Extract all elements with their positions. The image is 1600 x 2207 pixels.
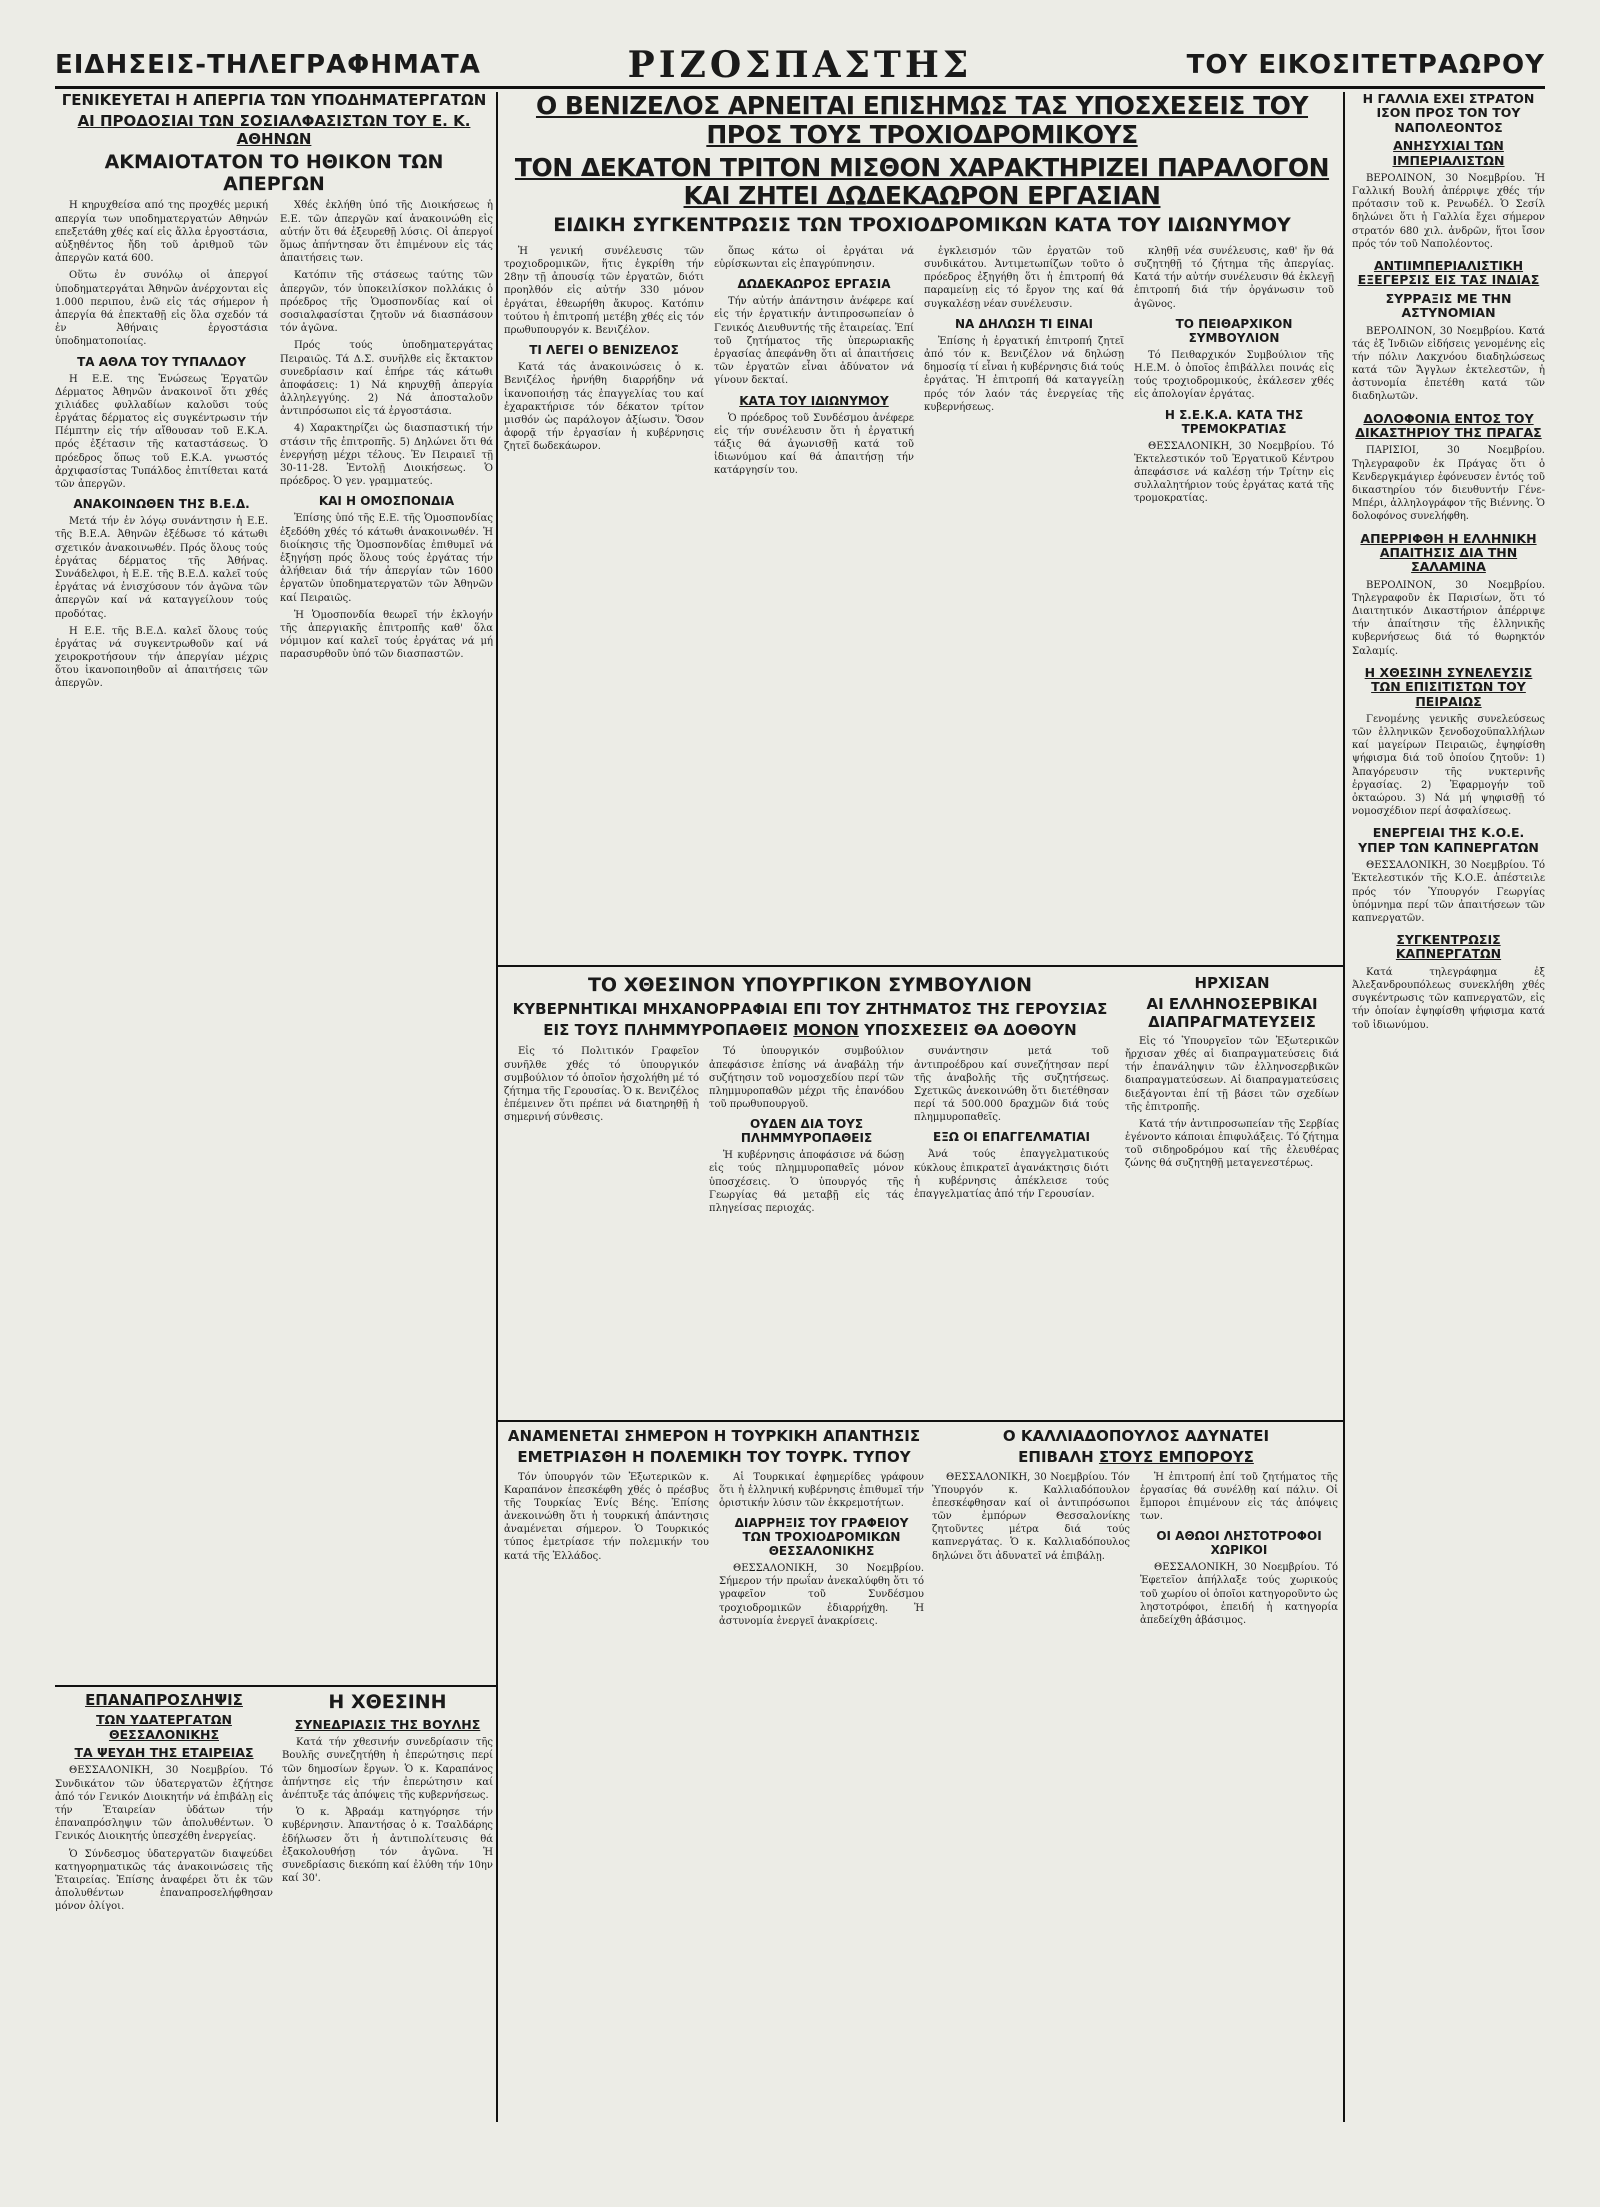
paragraph: ΒΕΡΟΛΙΝΟΝ, 30 Νοεμβρίου. Κατά τάς ἐξ Ἰνδιῶν εἰδήσεις γενομένης εἰς τήν πόλιν Λακχνόου διαδηλώσεως κατά τῶν Ἄγγλων ἐκτελεστῶν, ἡ ἀστυνομία ἐπετέθη κατά τῶν διαδηλωτῶν. [1352,325,1545,403]
article-kalliadopoulos [932,1428,1340,2122]
paragraph: ἐγκλεισμόν τῶν ἐργατῶν τοῦ συνδικάτου. Ἀντιμετωπίζων τοῦτο ὁ πρόεδρος ἐξηγήθη ὅτι ἡ ἐπιτροπή θά παραμείνῃ εἰς τό ἔργον της καί θά συγκαλέσῃ νέαν συνέλευσιν. [924,245,1124,310]
headline: ΚΥΒΕΡΝΗΤΙΚΑΙ ΜΗΧΑΝΟΡΡΑΦΙΑΙ ΕΠΙ ΤΟΥ ΖΗΤΗΜΑΤΟΣ ΤΗΣ ΓΕΡΟΥΣΙΑΣ [512,999,1108,1018]
paragraph: ΠΑΡΙΣΙΟΙ, 30 Νοεμβρίου. Τηλεγραφοῦν ἐκ Πράγας ὅτι ὁ Κενδεργκμάγιερ ἐφόνευσεν ἐντός τοῦ δικαστηρίου τόν διευθυντήν Γένε-Μπέρι, ἀλληλογράφον τῆς Βιέννης. Ὁ δολοφόνος συνελήφθη. [1352,445,1545,523]
paragraph: Ἡ κυβέρνησις ἀποφάσισε νά δώσῃ εἰς τούς πλημμυροπαθεῖς μόνον ὑποσχέσεις. Ὁ ὑπουργός τῆς Γεωργίας θά μεταβῇ εἰς τάς πληγείσας περιοχάς. [709,1150,904,1215]
subheading: ΔΩΔΕΚΑΩΡΟΣ ΕΡΓΑΣΙΑ [737,277,891,292]
paragraph: Ἡ ἐπιτροπή ἐπί τοῦ ζητήματος τῆς ἐργασίας θά συνέλθῃ καί πάλιν. Οἱ ἔμποροι ἐπιμένουν εἰς τάς ἀπόψεις των. [1140,1471,1338,1523]
horizontal-rule [55,1685,496,1687]
paragraph: Η Ε.Ε. της Ἑνώσεως Ἐργατῶν Δέρματος Ἀθηνῶν ἀνακοινοῖ ὅτι χθές χιλιάδες φυλλαδίων καλοῦσι τούς ἐργάτας δέρματος εἰς συγκέντρωσιν τήν Πέμπτην εἰς τήν αἴθουσαν τοῦ Ε.Κ.Α. πρός ἐξέτασιν τῆς καταστάσεως. Ὁ πρόεδρος ὅπως τοῦ Ε.Κ.Α. γνωστός ἀρχιφασίστας Τυπάλδος ἐπιτίθεται κατά τῶν ἀπεργῶν. [55,373,268,490]
column-rule [1343,92,1345,2122]
article-parliament [282,1692,493,2122]
paragraph: Αἱ Τουρκικαί ἐφημερίδες γράφουν ὅτι ἡ ἑλληνική κυβέρνησις ἐπιθυμεῖ τήν ὁριστικήν λύσιν τῶν ἐκκρεμοτήτων. [719,1471,924,1509]
headline: ΑΚΜΑΙΟΤΑΤΟΝ ΤΟ ΗΘΙΚΟΝ ΤΩΝ ΑΠΕΡΓΩΝ [104,150,444,195]
paragraph: Γενομένης γενικῆς συνελεύσεως τῶν ἑλληνικῶν ξενοδοχοϋπαλλήλων καί μαγείρων Πειραιῶς, ἐψηφίσθη ψήφισμα διά τοῦ ὁποίου ζητοῦν: 1) Ἀπαγόρευσιν τῆς νυκτερινῆς ἐργασίας. 2) Ἐφαρμογήν τοῦ ὀκταώρου. 3) Νά μή ψηφισθῇ τό νομοσχέδιον περί ἀσφαλίσεως. [1352,713,1545,818]
headline [932,1449,1340,1466]
subheading: ΚΑΙ Η ΟΜΟΣΠΟΝΔΙΑ [318,494,455,509]
headline: Ο ΚΑΛΛΙΑΔΟΠΟΥΛΟΣ ΑΔΥΝΑΤΕΙ [1002,1428,1270,1445]
paragraph: ΒΕΡΟΛΙΝΟΝ, 30 Νοεμβρίου. Ἡ Γαλλική Βουλή ἀπέρριψε χθές τήν πρότασιν τοῦ κ. Ρενωδέλ. Ὁ Σεσίλ δηλώνει ὅτι ἡ Γαλλία ἔχει σήμερον στρατόν 680 χιλ. ἀνδρῶν, ἥτοι ἴσον πρός τόν τοῦ Ναπολέοντος. [1352,172,1545,250]
subheading: Η Σ.Ε.Κ.Α. ΚΑΤΑ ΤΗΣ ΤΡΕΜΟΚΡΑΤΙΑΣ [1164,407,1304,436]
headline: ΕΝΕΡΓΕΙΑΙ ΤΗΣ Κ.Ο.Ε. ΥΠΕΡ ΤΩΝ ΚΑΠΝΕΡΓΑΤΩΝ [1358,825,1539,855]
headline [504,1022,1116,1039]
headline: ΑΙ ΕΛΛΗΝΟΣΕΡΒΙΚΑΙ ΔΙΑΠΡΑΓΜΑΤΕΥΣΕΙΣ [1146,995,1318,1031]
headline: ΣΥΡΡΑΞΙΣ ΜΕ ΤΗΝ ΑΣΤΥΝΟΜΙΑΝ [1385,290,1512,321]
headline: ΤΑ ΨΕΥΔΗ ΤΗΣ ΕΤΑΙΡΕΙΑΣ [74,1745,254,1760]
masthead [55,40,1545,89]
headline: Η ΓΑΛΛΙΑ ΕΧΕΙ ΣΤΡΑΤΟΝ ΙΣΟΝ ΠΡΟΣ ΤΟΝ ΤΟΥ ΝΑΠΟΛΕΟΝΤΟΣ [1362,92,1535,135]
headline: Η ΧΘΕΣΙΝΗ [328,1692,447,1713]
section-label-right: ΤΟΥ ΕΙΚΟΣΙΤΕΤΡΑΩΡΟΥ [1186,50,1545,80]
headline-part: ΕΠΙΒΑΛΗ [1018,1448,1099,1467]
paragraph: Κατόπιν τῆς στάσεως ταύτης τῶν ἀπεργῶν, τόν ὑποκειλίσκον πολλάκις ὁ πρόεδρος τῆς Ὁμοσπονδίας καί οἱ σοσιαλφασίσται ζητοῦν νά διασπάσουν τόν ἀγῶνα. [280,270,493,335]
paragraph: ΘΕΣΣΑΛΟΝΙΚΗ, 30 Νοεμβρίου. Σήμερον τήν πρωΐαν ἀνεκαλύφθη ὅτι τό γραφεῖον τοῦ Συνδέσμου τροχιοδρομικῶν ἐδιαρρήχθη. Ἡ ἀστυνομία ἐνεργεῖ ἀνακρίσεις. [719,1563,924,1627]
paragraph: Κατά τηλεγράφημα ἐξ Ἀλεξανδρουπόλεως συνεκλήθη χθές συγκέντρωσις τῶν καπνεργατῶν, εἰς τήν ὁποίαν ἐψηφίσθη ψήφισμα κατά τοῦ ἰδιωνύμου. [1352,966,1545,1031]
article-cabinet-council [504,975,1116,1415]
paragraph: Ὁ Σύνδεσμος ὑδατεργατῶν διαψεύδει κατηγορηματικῶς τάς ἀνακοινώσεις τῆς Ἑταιρείας. Ἐπίσης ἀναφέρει ὅτι ἐκ τῶν ἀπολυθέντων ἐπαναπροσελήφθησαν μόνον ὀλίγοι. [55,1848,273,1913]
subheading: ΤΙ ΛΕΓΕΙ Ο ΒΕΝΙΖΕΛΟΣ [529,343,679,358]
paragraph: ΘΕΣΣΑΛΟΝΙΚΗ, 30 Νοεμβρίου. Τό Ἐκτελεστικόν τῆς Κ.Ο.Ε. ἀπέστειλε πρός τόν Ὑπουργόν Γεωργίας ὑπόμνημα περί τῶν ἀπαιτήσεων τῶν καπνεργατῶν. [1352,860,1545,924]
headline-part: ΣΤΟΥΣ ΕΜΠΟΡΟΥΣ [1098,1448,1254,1467]
headline-part: ΜΟΝΟΝ [793,1021,859,1040]
headline: ΕΜΕΤΡΙΑΣΘΗ Η ΠΟΛΕΜΙΚΗ ΤΟΥ ΤΟΥΡΚ. ΤΥΠΟΥ [517,1448,911,1467]
headline: ΑΠΕΡΡΙΦΘΗ Η ΕΛΛΗΝΙΚΗ ΑΠΑΙΤΗΣΙΣ ΔΙΑ ΤΗΝ ΣΑΛΑΜΙΝΑ [1360,530,1537,575]
paragraph: Ὁ πρόεδρος τοῦ Συνδέσμου ἀνέφερε εἰς τήν συνέλευσιν ὅτι ἡ ἐργατική τάξις θά ἀγωνισθῇ κατά τοῦ ἰδιωνύμου καί θά ἀπαιτήσῃ τήν κατάργησίν του. [714,412,914,477]
paragraph: ΒΕΡΟΛΙΝΟΝ, 30 Νοεμβρίου. Τηλεγραφοῦν ἐκ Παρισίων, ὅτι τό Διαιτητικόν Δικαστήριον ἀπέρριψε τήν ἀπαίτησιν τῆς ἑλληνικῆς κυβερνήσεως διά τό θωρηκτόν Σαλαμίς. [1352,579,1545,657]
paragraph: Ἐπίσης ἡ ἐργατική ἐπιτροπή ζητεῖ ἀπό τόν κ. Βενιζέλον νά δηλώσῃ δημοσίᾳ τί εἶναι ἡ κυβέρνησις διά τούς ἐργάτας. Ἡ ἐπιτροπή θά καταγγείλῃ πρός τόν λαόν τάς ἐνεργείας τῆς κυβερνήσεως. [924,335,1124,413]
paragraph: ΘΕΣΣΑΛΟΝΙΚΗ, 30 Νοεμβρίου. Τό Ἐκτελεστικόν τοῦ Ἐργατικοῦ Κέντρου ἀπεφάσισε νά καλέσῃ τήν Τρίτην εἰς συλλαλητήριον τούς ἐργάτας κατά τῆς τρομοκρατίας. [1134,440,1334,505]
paragraph: ὅπως κάτω οἱ ἐργάται νά εὑρίσκωνται εἰς ἐπαγρύπνησιν. [714,245,914,271]
paragraph: Η κηρυχθείσα από της προχθές μερική απεργία των υποδηματεργατών Αθηνών επεξετάθη χθές καί εἰς ἄλλα ἐργοστάσια, αὐξηθέντος ἤδη τοῦ ἀριθμοῦ τῶν ἀπεργῶν κατά 600. [55,200,268,265]
right-column-news [1352,92,1545,2122]
horizontal-rule [498,1420,1343,1422]
subheading: ΑΝΑΚΟΙΝΩΘΕΝ ΤΗΣ Β.Ε.Δ. [73,497,250,512]
headline: ΑΝΤΙΙΜΠΕΡΙΑΛΙΣΤΙΚΗ ΕΞΕΓΕΡΣΙΣ ΕΙΣ ΤΑΣ ΙΝΔΙΑΣ [1357,258,1540,288]
paragraph: ΘΕΣΣΑΛΟΝΙΚΗ, 30 Νοεμβρίου. Τό Συνδικάτον τῶν ὑδατεργατῶν ἐζήτησε ἀπό τόν Γενικόν Διοικητήν νά ἐπιβάλῃ εἰς τήν Ἑταιρείαν ὑδάτων τήν ἐπαναπρόσληψιν τῶν ἀπολυθέντων. Ὁ Γενικός Διοικητής ὑπεσχέθη ἐνεργείας. [55,1765,273,1843]
subheading: ΤΟ ΠΕΙΘΑΡΧΙΚΟΝ ΣΥΜΒΟΥΛΙΟΝ [1175,316,1293,345]
article-greek-serbian-talks [1125,975,1339,1415]
subheading: ΔΙΑΡΡΗΞΙΣ ΤΟΥ ΓΡΑΦΕΙΟΥ ΤΩΝ ΤΡΟΧΙΟΔΡΟΜΙΚΩΝ ΘΕΣΣΑΛΟΝΙΚΗΣ [734,1516,909,1559]
paragraph: Ἡ Ὁμοσπονδία θεωρεῖ τήν ἐκλογήν τῆς ἀπεργιακῆς ἐπιτροπῆς καθ' ὅλα νόμιμον καί καλεῖ τούς ἐργάτας νά μή παρασυρθοῦν ὑπό τῶν διασπαστῶν. [280,609,493,661]
paragraph: Κατά τάς ἀνακοινώσεις ὁ κ. Βενιζέλος ἠρνήθη διαρρήδην νά ἱκανοποιήσῃ τάς ἐπαγγελίας του καί ἐχαρακτήρισε τόν δέκατον τρίτον μισθόν ὡς παράλογον ἀξίωσιν. Ὅσον ἀφορᾷ τήν ἐργασίαν ἡ κυβέρνησις ζητεῖ δωδεκάωρον. [504,362,704,453]
paragraph: Τό ὑπουργικόν συμβούλιον ἀπεφάσισε ἐπίσης νά ἀναβάλῃ τήν συζήτησιν τοῦ νομοσχεδίου περί τῶν πλημμυροπαθῶν μέχρι τῆς ἐπανόδου τοῦ πρωθυπουργοῦ. [709,1046,904,1111]
paragraph: Εἰς τό Πολιτικόν Γραφεῖον συνῆλθε χθές τό ὑπουργικόν συμβούλιον τό ὁποῖον ἠσχολήθη μέ τό ζήτημα τῆς Γερουσίας. Ὁ κ. Βενιζέλος ἐπέμεινεν ὅτι πρέπει νά διατηρηθῇ ἡ σημερινή σύνθεσις. [504,1046,699,1124]
subheading: ΚΑΤΑ ΤΟΥ ΙΔΙΩΝΥΜΟΥ [739,393,889,408]
paragraph: Τόν ὑπουργόν τῶν Ἐξωτερικῶν κ. Καραπάνον ἐπεσκέφθη χθές ὁ πρέσβυς τῆς Τουρκίας Ἐνίς Βέης. Ἐπίσης ἀνεκοινώθη ὅτι ἡ τουρκική ἀπάντησις ἀναμένεται σήμερον. Ὁ Τουρκικός τύπος ἐμετρίασε τήν πολεμικήν του κατά τῆς Ἑλλάδος. [504,1471,709,1562]
paragraph: Τό Πειθαρχικόν Συμβούλιον τῆς Η.Ε.Μ. ὁ ὁποῖος ἐπιβάλλει ποινάς εἰς τούς τροχιοδρομικούς, ἐκάλεσεν χθές εἰς ἀπολογίαν ἐργάτας. [1134,349,1334,401]
article-shoemakers-strike [55,92,493,1682]
headline: Η ΧΘΕΣΙΝΗ ΣΥΝΕΛΕΥΣΙΣ ΤΩΝ ΕΠΙΣΙΤΙΣΤΩΝ ΤΟΥ ΠΕΙΡΑΙΩΣ [1364,664,1533,709]
headline: ΤΟΝ ΔΕΚΑΤΟΝ ΤΡΙΤΟΝ ΜΙΣΘΟΝ ΧΑΡΑΚΤΗΡΙΖΕΙ ΠΑΡΑΛΟΓΟΝ ΚΑΙ ΖΗΤΕΙ ΔΩΔΕΚΑΩΡΟΝ ΕΡΓΑΣΙΑΝ [514,152,1330,211]
paragraph: ΘΕΣΣΑΛΟΝΙΚΗ, 30 Νοεμβρίου. Τόν Ὑπουργόν κ. Καλλιαδόπουλον ἐπεσκέφθησαν καί οἱ ἀντιπρόσωποι τῶν ἐμπόρων Θεσσαλονίκης ζητοῦντες μέτρα διά τούς καπνεργάτας. Ὁ κ. Καλλιαδόπουλος δηλώνει ὅτι ἀδυνατεῖ νά ἐπιβάλῃ. [932,1471,1130,1562]
paragraph: Κατά τήν ἀντιπροσωπείαν τῆς Σερβίας ἐγένοντο κάποιαι ἐπιφυλάξεις. Τό ζήτημα τοῦ σιδηροδρόμου καί τῆς ἐλευθέρας ζώνης θά συζητηθῇ μεταγενεστέρως. [1125,1118,1339,1170]
headline: ΓΕΝΙΚΕΥΕΤΑΙ Η ΑΠΕΡΓΙΑ ΤΩΝ ΥΠΟΔΗΜΑΤΕΡΓΑΤΩΝ [61,92,487,109]
headline: ΤΟ ΧΘΕΣΙΝΟΝ ΥΠΟΥΡΓΙΚΟΝ ΣΥΜΒΟΥΛΙΟΝ [587,975,1033,996]
headline: ΕΙΔΙΚΗ ΣΥΓΚΕΝΤΡΩΣΙΣ ΤΩΝ ΤΡΟΧΙΟΔΡΟΜΙΚΩΝ ΚΑΤΑ ΤΟΥ ΙΔΙΩΝΥΜΟΥ [553,214,1291,236]
headline-part: ΕΙΣ ΤΟΥΣ ΠΛΗΜΜΥΡΟΠΑΘΕΙΣ [543,1021,794,1040]
paragraph: Μετά τήν ἐν λόγῳ συνάντησιν ἡ Ε.Ε. τῆς Β.Ε.Α. Ἀθηνῶν ἐξέδωσε τό κάτωθι σχετικόν ἀνακοινωθέν. Πρός ὅλους τούς ἐργάτας δέρματος τῆς Ἀθήνας. Συνάδελφοι, ἡ Ε.Ε. τῆς Β.Ε.Δ. καλεῖ τούς ἐργάτας νά ἐνισχύσουν τόν ἀγῶνα τῶν ἀπεργῶν καί νά καταγγείλουν τούς προδότας. [55,516,268,620]
paragraph: Ἡ γενική συνέλευσις τῶν τροχιοδρομικῶν, ἥτις ἐγκρίθη τήν 28ην τῇ ἀπουσίᾳ τῶν ἐργατῶν, διότι προηλθόν εἰς αὐτήν 330 μόνον ἐργάται, ἐθεωρήθη ἄκυρος. Κατόπιν τούτου ἡ ἐπιτροπή μετέβη χθές εἰς τόν πρωθυπουργόν κ. Βενιζέλον. [504,245,704,336]
headline: ΔΟΛΟΦΟΝΙΑ ΕΝΤΟΣ ΤΟΥ ΔΙΚΑΣΤΗΡΙΟΥ ΤΗΣ ΠΡΑΓΑΣ [1355,410,1542,440]
headline-part: ΥΠΟΣΧΕΣΕΙΣ ΘΑ ΔΟΘΟΥΝ [858,1021,1077,1040]
paragraph: Οὕτω ἐν συνόλῳ οἱ ἀπεργοί ὑποδηματεργάται Ἀθηνῶν ἀνέρχονται εἰς 1.000 περιπου, ἐνῶ εἰς τάς σήμερον ἡ ἀπεργία θά ἐπεκταθῇ εἰς ὅλα σχεδόν τά ἐν Ἀθήναις ἐργοστάσια ὑποδηματοποιίας. [55,270,268,348]
article-venizelos [504,92,1340,960]
headline: ΑΙ ΠΡΟΔΟΣΙΑΙ ΤΩΝ ΣΟΣΙΑΛΦΑΣΙΣΤΩΝ ΤΟΥ Ε. Κ. ΑΘΗΝΩΝ [77,112,471,148]
paragraph: Η Ε.Ε. τῆς Β.Ε.Δ. καλεῖ ὅλους τούς ἐργάτας νά συγκεντρωθοῦν καί νά χειροκροτήσουν τήν ἀπεργίαν μέχρις ὅτου ἱκανοποιηθοῦν αἱ ἀπαιτήσεις τῶν ἀπεργῶν. [55,625,268,690]
subheading: ΟΥΔΕΝ ΔΙΑ ΤΟΥΣ ΠΛΗΜΜΥΡΟΠΑΘΕΙΣ [740,1117,873,1146]
paragraph: Ἐπίσης ὑπό τῆς Ε.Ε. τῆς Ὁμοσπονδίας ἐξεδόθη χθές τό κάτωθι ἀνακοινωθέν. Ἡ διοίκησις τῆς Ὁμοσπονδίας ἐπιθυμεῖ νά ἐξηγήσῃ πρός ὅλους τούς ἐργάτας τήν ἀλήθειαν διά τήν ἀπεργίαν τῶν 1600 ἐργατῶν ὑποδηματεργατῶν τῶν Ἀθηνῶν καί Πειραιῶς. [280,513,493,604]
headline: ΣΥΝΕΔΡΙΑΣΙΣ ΤΗΣ ΒΟΥΛΗΣ [294,1716,481,1732]
horizontal-rule [498,965,1343,967]
column-rule [496,92,498,2122]
headline: ΗΡΧΙΣΑΝ [1194,975,1270,992]
article-water-workers [55,1692,273,2122]
paragraph: Χθές ἐκλήθη ὑπό τῆς Διοικήσεως ἡ Ε.Ε. τῶν ἀπεργῶν καί ἀνακοινώθη εἰς αὐτήν ὅτι θά ἐξευρεθῇ λύσις. Οἱ ἀπεργοί ὅμως ἀπήντησαν ὅτι ἐπιμένουν εἰς τάς ἀπαιτήσεις των. [280,200,493,265]
paragraph: Τήν αὐτήν ἀπάντησιν ἀνέφερε καί εἰς τήν ἐργατικήν ἀντιπροσωπείαν ὁ Γενικός Διευθυντής τῆς ἑταιρείας. Ἐπί τοῦ ζητήματος τῆς ὑπερωριακῆς ἐργασίας ἀπεφάνθη ὅτι αἱ ἀπαιτήσεις τῶν ἐργατῶν εἶναι ἀδύνατον νά γίνουν δεκταί. [714,296,914,387]
subheading: ΝΑ ΔΗΛΩΣΗ ΤΙ ΕΙΝΑΙ [954,316,1094,331]
headline: ΤΩΝ ΥΔΑΤΕΡΓΑΤΩΝ ΘΕΣΣΑΛΟΝΙΚΗΣ [96,1712,232,1742]
headline: Ο ΒΕΝΙΖΕΛΟΣ ΑΡΝΕΙΤΑΙ ΕΠΙΣΗΜΩΣ ΤΑΣ ΥΠΟΣΧΕΣΕΙΣ ΤΟΥ ΠΡΟΣ ΤΟΥΣ ΤΡΟΧΙΟΔΡΟΜΙΚΟΥΣ [535,92,1309,149]
paragraph: συνάντησιν μετά τοῦ ἀντιπροέδρου καί συνεζήτησαν περί τῆς ἀναβολῆς τῆς συζητήσεως. Σχετικῶς ἀνεκοινώθη ὅτι διετέθησαν περί τά 500.000 δραχμῶν διά τούς πλημμυροπαθεῖς. [914,1046,1109,1124]
headline: ΑΝΗΣΥΧΙΑΙ ΤΩΝ ΙΜΠΕΡΙΑΛΙΣΤΩΝ [1392,138,1505,168]
newspaper-title: ΡΙΖΟΣΠΑΣΤΗΣ [627,44,973,86]
subheading: ΤΑ ΑΘΛΑ ΤΟΥ ΤΥΠΑΛΔΟΥ [77,354,246,369]
subheading: ΕΞΩ ΟΙ ΕΠΑΓΓΕΛΜΑΤΙΑΙ [933,1130,1090,1145]
paragraph: ΘΕΣΣΑΛΟΝΙΚΗ, 30 Νοεμβρίου. Τό Ἐφετεῖον ἀπήλλαξε τούς χωρικούς τοῦ χωρίου οἱ ὁποῖοι κατηγοροῦντο ὡς ληστοτρόφοι, ἐπειδή ἡ κατηγορία ἀπεδείχθη ἀβάσιμος. [1140,1562,1338,1626]
subheading: ΟΙ ΑΘΩΟΙ ΛΗΣΤΟΤΡΟΦΟΙ ΧΩΡΙΚΟΙ [1156,1529,1322,1558]
paragraph: κληθῇ νέα συνέλευσις, καθ' ἥν θά συζητηθῇ τό ζήτημα τῆς ἀπεργίας. Κατά τήν αὐτήν συνέλευσιν θά ἐκλεγῇ ἐπιτροπή διά τήν ὀργάνωσιν τοῦ ἀγῶνος. [1134,245,1334,310]
paragraph: Εἰς τό Ὑπουργεῖον τῶν Ἐξωτερικῶν ἤρχισαν χθές αἱ διαπραγματεύσεις διά τήν ἐπανάληψιν τῶν ἑλληνοσερβικῶν διαπραγματεύσεων. Αἱ διαπραγματεύσεις διεξάγονται ἐπί τῇ βάσει τῶν σχεδίων τῆς ἐπιτροπῆς. [1125,1035,1339,1113]
headline: ΣΥΓΚΕΝΤΡΩΣΙΣ ΚΑΠΝΕΡΓΑΤΩΝ [1395,932,1502,962]
paragraph: 4) Χαρακτηρίζει ὡς διασπαστική τήν στάσιν τῆς ἐπιτροπῆς. 5) Δηλώνει ὅτι θά ἐνεργήσῃ μέχρι τέλους. Ἐν Πειραιεῖ τῇ 30-11-28. Ἐντολῇ Διοικήσεως. Ὁ πρόεδρος. Ὁ γεν. γραμματεύς. [280,423,493,488]
paragraph: Ὁ κ. Ἀβραάμ κατηγόρησε τήν κυβέρνησιν. Ἀπαντήσας ὁ κ. Τσαλδάρης ἐδήλωσεν ὅτι ἡ ἀντιπολίτευσις θά ἐξακολουθήσῃ τόν ἀγῶνα. Ἡ συνεδρίασις διεκόπη καί ἐλύθη τήν 10ην καί 30'. [282,1807,493,1885]
paragraph: Πρός τούς ὑποδηματεργάτας Πειραιῶς. Τά Δ.Σ. συνῆλθε εἰς ἔκτακτον συνεδρίασιν καί ἐπήρε τάς κάτωθι ἀποφάσεις: 1) Νά κηρυχθῇ ἀπεργία ἀλληλεγγύης. 2) Νά ἀποσταλοῦν ἀντιπρόσωποι εἰς τά ἐργοστάσια. [280,340,493,418]
headline: ΕΠΑΝΑΠΡΟΣΛΗΨΙΣ [85,1692,243,1709]
paragraph: Κατά τήν χθεσινήν συνεδρίασιν τῆς Βουλῆς συνεζητήθη ἡ ἐπερώτησις περί τῶν δημοσίων ἔργων. Ὁ κ. Καραπάνος ἀπήντησε εἰς τήν ἐπερώτησιν καί ἀνέπτυξε τάς ἀπόψεις τῆς κυβερνήσεως. [282,1737,493,1801]
article-turkish-reply [504,1428,924,2122]
headline: ΑΝΑΜΕΝΕΤΑΙ ΣΗΜΕΡΟΝ Η ΤΟΥΡΚΙΚΗ ΑΠΑΝΤΗΣΙΣ [507,1428,921,1445]
paragraph: Ἀνά τούς ἐπαγγελματικούς κύκλους ἐπικρατεῖ ἀγανάκτησις διότι ἡ κυβέρνησις ἀπέκλεισε τούς ἐπαγγελματίας ἀπό τήν Γερουσίαν. [914,1149,1109,1201]
section-label-left: ΕΙΔΗΣΕΙΣ-ΤΗΛΕΓΡΑΦΗΜΑΤΑ [55,50,481,80]
